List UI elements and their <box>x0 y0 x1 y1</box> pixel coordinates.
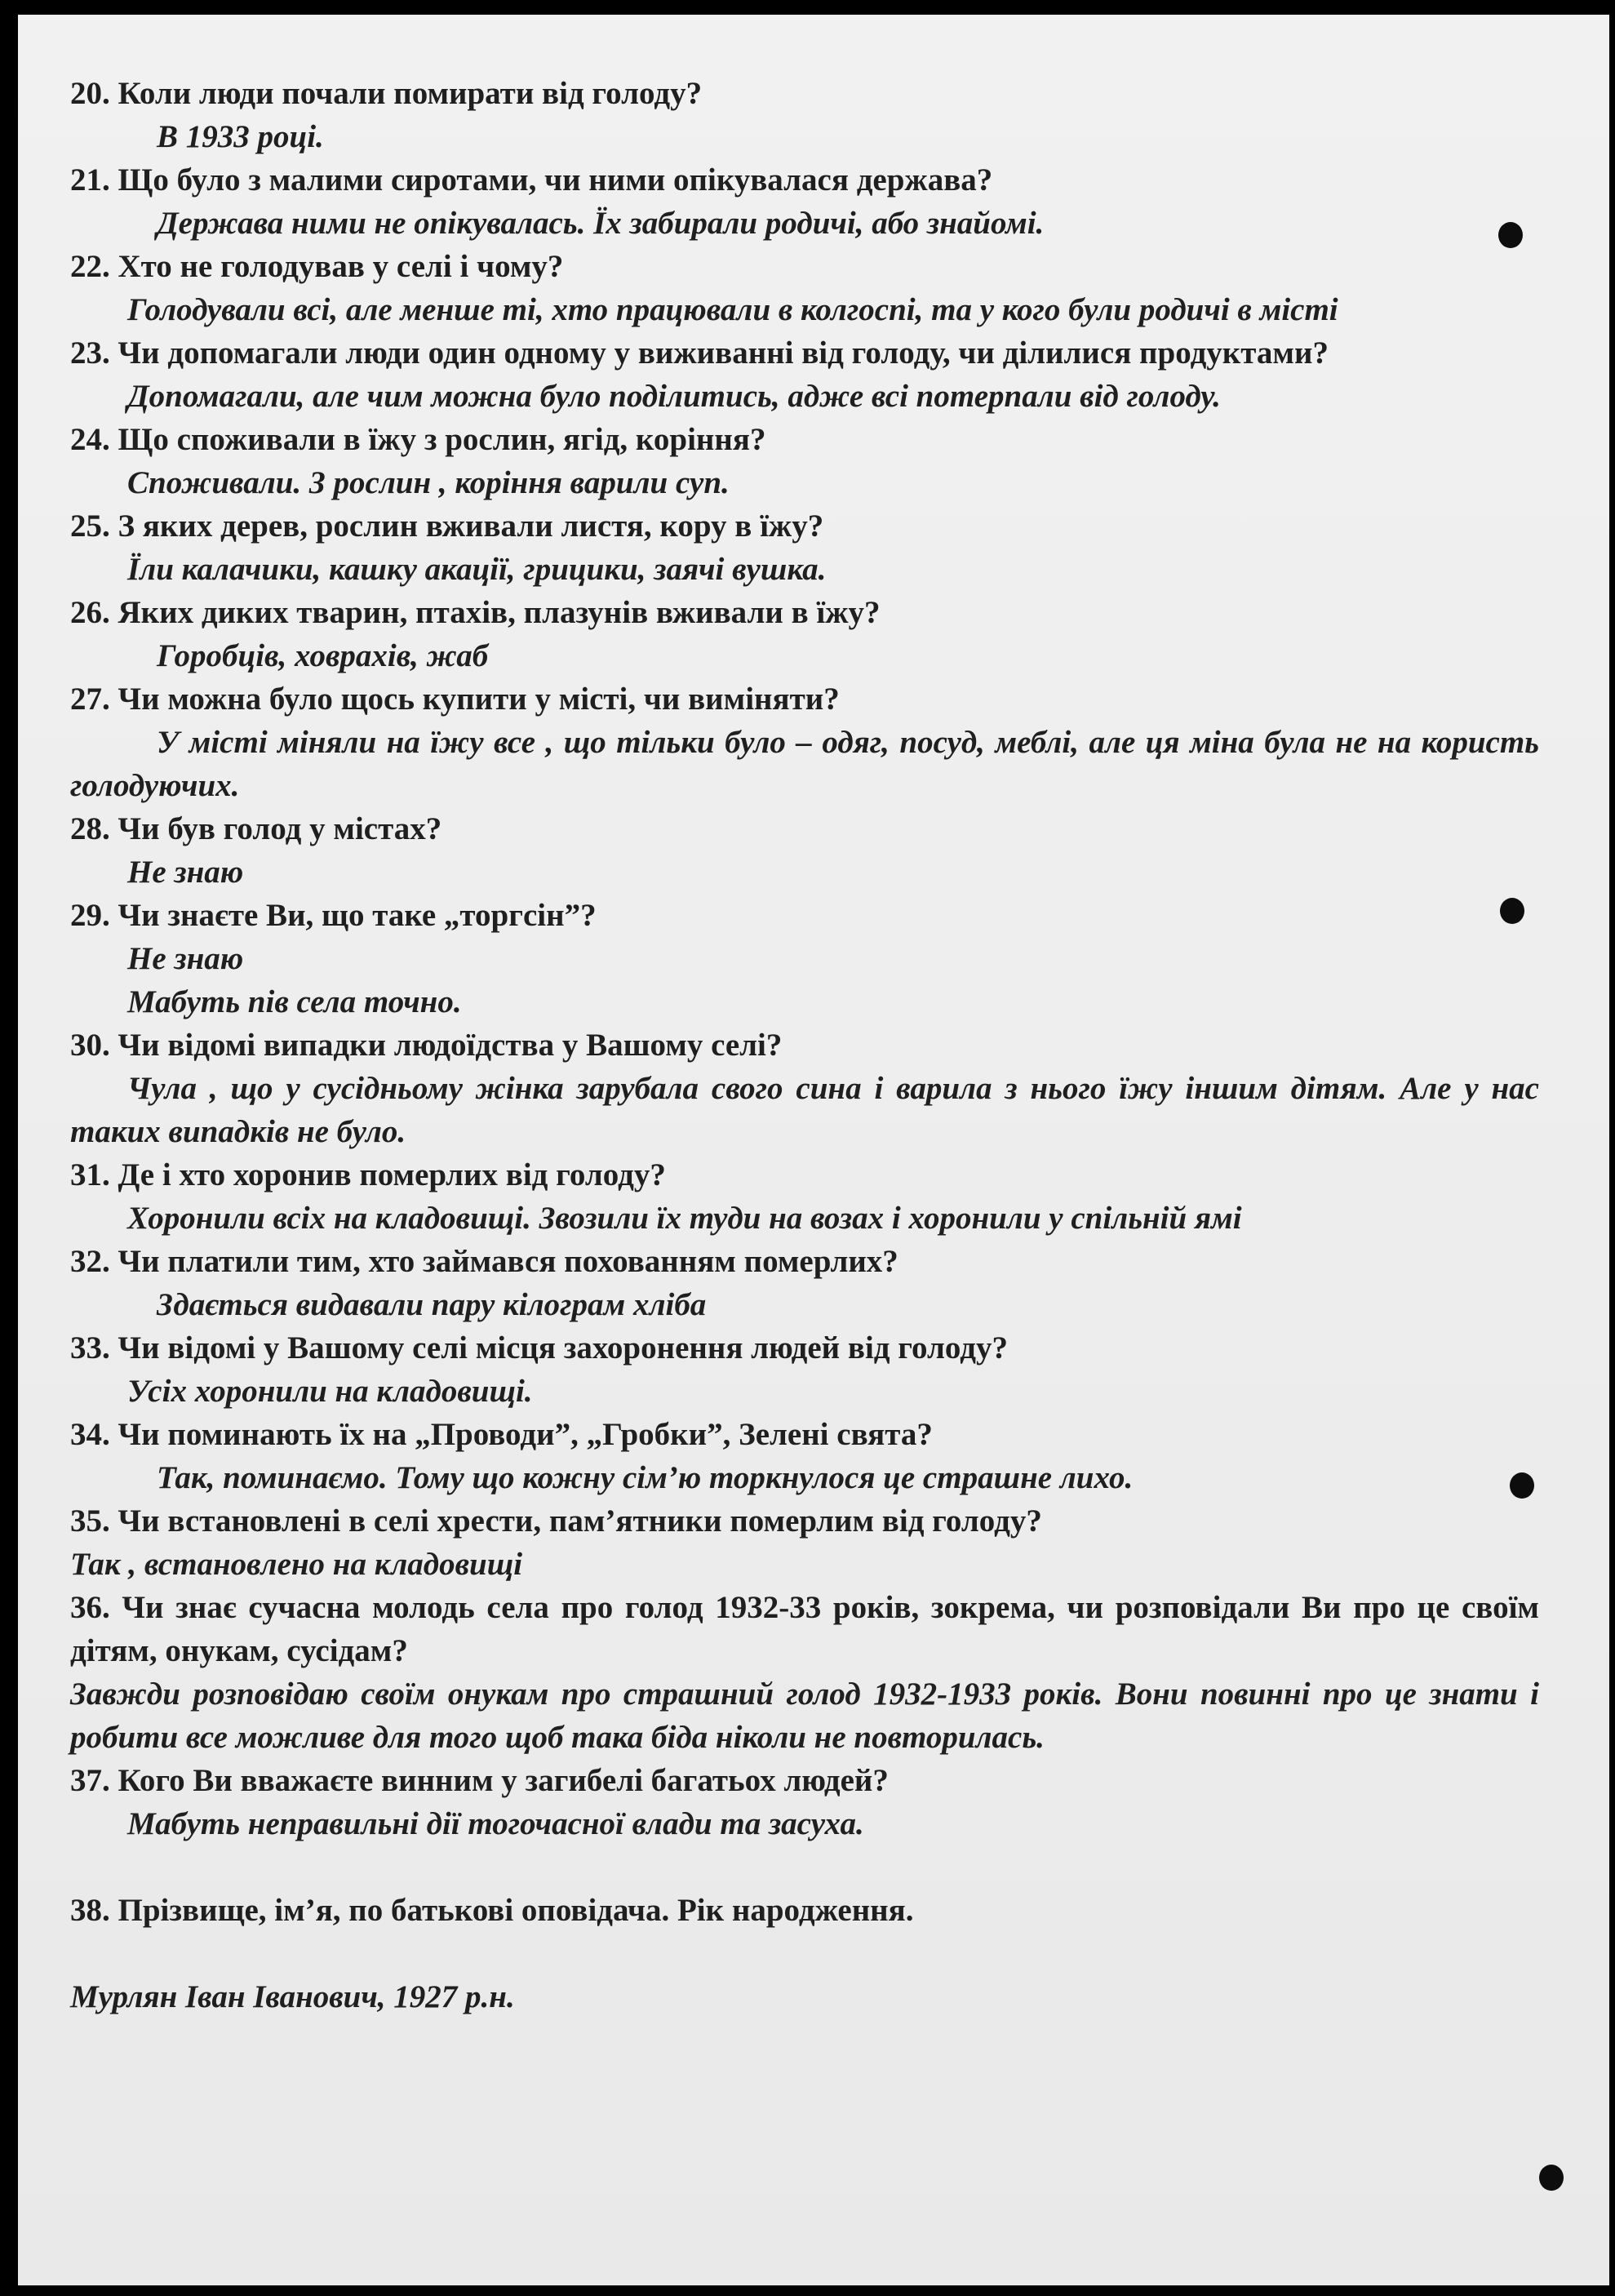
question-25: 25. З яких дерев, рослин вживали листя, кору в їжу? <box>70 508 824 544</box>
question-33: 33. Чи відомі у Вашому селі місця захоронення людей від голоду? <box>70 1330 1008 1366</box>
question-34: 34. Чи поминають їх на „Проводи”, „Гробки”, Зелені свята? <box>70 1417 933 1452</box>
question-31: 31. Де і хто хоронив померлих від голоду? <box>70 1157 666 1192</box>
question-38: 38. Прізвище, ім’я, по батькові оповідача. Рік народження. <box>70 1893 914 1928</box>
question-24: 24. Що споживали в їжу з рослин, ягід, коріння? <box>70 422 766 457</box>
answer-33: Усіх хоронили на кладовищі. <box>127 1374 533 1409</box>
answer-23: Допомагали, але чим можна було поділитись, адже всі потерпали від голоду. <box>127 379 1221 414</box>
spacer <box>70 1845 1539 1889</box>
answer-27: У місті міняли на їжу все , що тільки було – одяг, посуд, меблі, але ця міна була не на користь голодуючих. <box>70 725 1539 803</box>
answer-35: Так , встановлено на кладовищі <box>70 1547 523 1582</box>
question-32: 32. Чи платили тим, хто займався похованням померлих? <box>70 1244 898 1279</box>
answer-22: Голодували всі, але менше ті, хто працювали в колгоспі, та у кого були родичі в місті <box>127 292 1338 327</box>
answer-37: Мабуть неправильні дії тогочасної влади та засуха. <box>127 1806 864 1841</box>
narrator-name: Мурлян Іван Іванович, 1927 р.н. <box>70 1979 515 2014</box>
answer-32: Здається видавали пару кілограм хліба <box>157 1287 707 1322</box>
question-27: 27. Чи можна було щось купити у місті, чи виміняти? <box>70 682 840 717</box>
questionnaire <box>70 72 1539 2018</box>
question-37: 37. Кого Ви вважаєте винним у загибелі багатьох людей? <box>70 1763 889 1798</box>
question-22: 22. Хто не голодував у селі і чому? <box>70 249 564 284</box>
question-36: 36. Чи знає сучасна молодь села про голод 1932-33 років, зокрема, чи розповідали Ви про це своїм дітям, онукам, сусідам? <box>70 1590 1539 1668</box>
question-29: 29. Чи знаєте Ви, що таке „торгсін”? <box>70 898 597 933</box>
question-35: 35. Чи встановлені в селі хрести, пам’ятники померлим від голоду? <box>70 1503 1042 1539</box>
answer-25: Їли калачики, кашку акації, грицики, заячі вушка. <box>127 552 827 587</box>
question-20: 20. Коли люди почали помирати від голоду? <box>70 76 703 111</box>
answer-26: Горобців, ховрахів, жаб <box>157 638 489 673</box>
answer-29-line-2: Мабуть пів села точно. <box>127 984 462 1019</box>
question-30: 30. Чи відомі випадки людоїдства у Вашому селі? <box>70 1028 783 1063</box>
answer-31: Хоронили всіх на кладовищі. Звозили їх туди на возах і хоронили у спільній ямі <box>127 1201 1242 1236</box>
answer-24: Споживали. З рослин , коріння варили суп. <box>127 465 730 500</box>
answer-34: Так, поминаємо. Тому що кожну сім’ю торкнулося це страшне лихо. <box>157 1460 1134 1495</box>
answer-36: Завжди розповідаю своїм онукам про страшний голод 1932-1933 років. Вони повинні про це знати і робити все можливе для того щоб така біда ніколи не повторилась. <box>70 1676 1539 1755</box>
punch-hole <box>1539 2165 1564 2191</box>
question-26: 26. Яких диких тварин, птахів, плазунів вживали в їжу? <box>70 595 881 630</box>
answer-29-line-1: Не знаю <box>127 941 244 976</box>
question-28: 28. Чи був голод у містах? <box>70 811 442 846</box>
answer-30: Чула , що у сусідньому жінка зарубала свого сина і варила з нього їжу іншим дітям. Але у нас таких випадків не було. <box>70 1071 1539 1149</box>
question-21: 21. Що було з малими сиротами, чи ними опікувалася держава? <box>70 162 993 198</box>
document-page <box>18 15 1609 2285</box>
answer-28: Не знаю <box>127 855 244 890</box>
spacer <box>70 1932 1539 1975</box>
answer-20: В 1933 році. <box>157 119 324 154</box>
answer-21: Держава ними не опікувалась. Їх забирали родичі, або знайомі. <box>157 206 1045 241</box>
question-23: 23. Чи допомагали люди один одному у виживанні від голоду, чи ділилися продуктами? <box>70 335 1329 371</box>
